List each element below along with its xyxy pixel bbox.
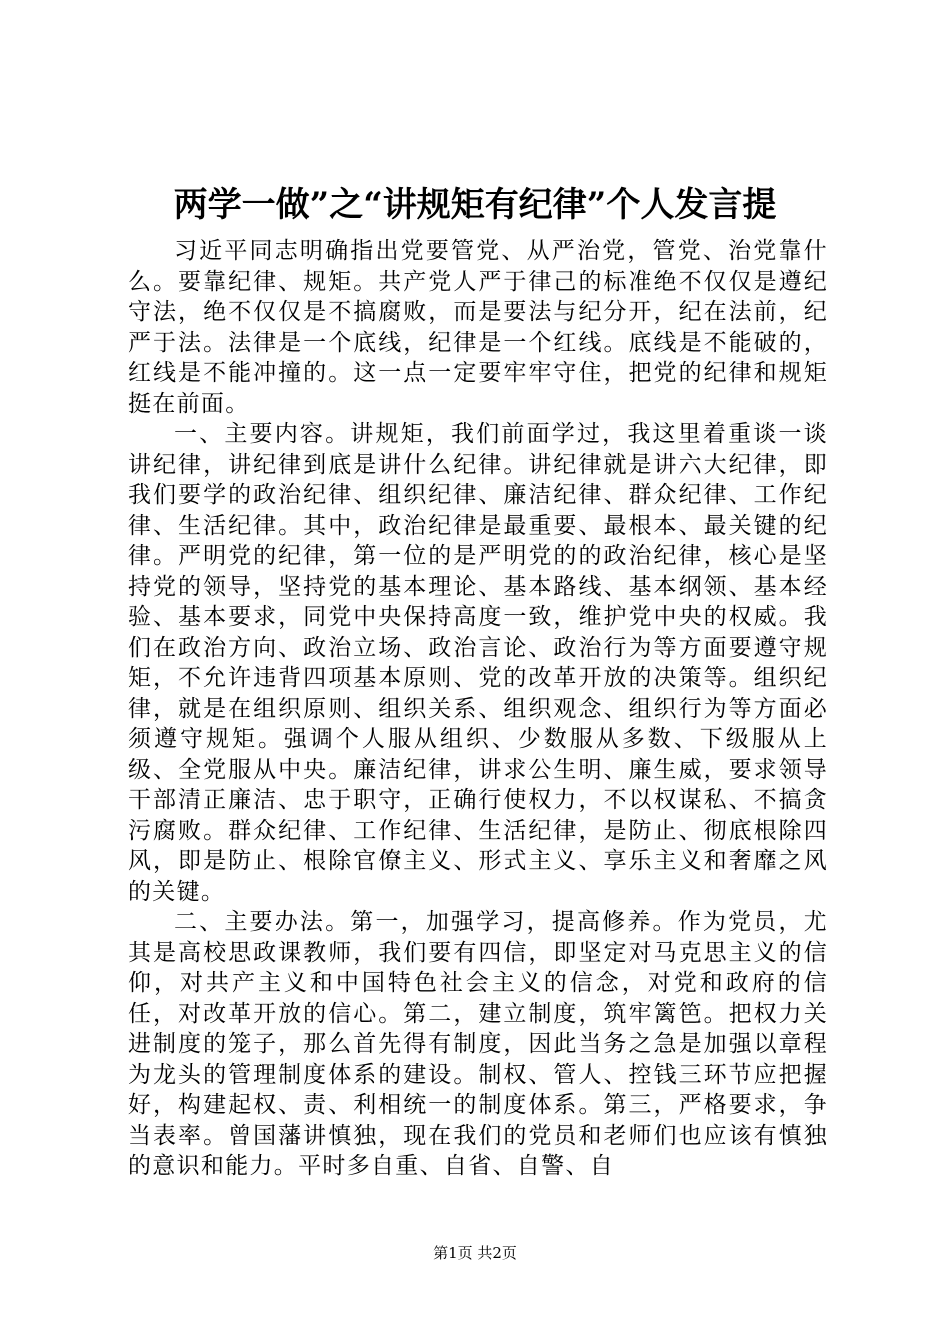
document-title: 两学一做”之“讲规矩有纪律”个人发言提 [173, 185, 777, 225]
paragraph-main-methods: 二、主要办法。第一，加强学习，提高修养。作为党员，尤其是高校思政课教师，我们要有四信，即坚定对马克思主义的信仰，对共产主义和中国特色社会主义的信念，对党和政府的信任，对改革开放的信心。第二，建立制度，筑牢篱笆。把权力关进制度的笼子，那么首先得有制度，因此当务之急是加强以章程为龙头的管理制度体系的建设。制权、管人、控钱三环节应把握好，构建起权、责、利相统一的制度体系。第三，严格要求，争当表率。曾国藩讲慎独，现在我们的党员和老师们也应该有慎独的意识和能力。平时多自重、自省、自警、自 [128, 909, 828, 1179]
paragraph-main-content: 一、主要内容。讲规矩，我们前面学过，我这里着重谈一谈讲纪律，讲纪律到底是讲什么纪律。讲纪律就是讲六大纪律，即我们要学的政治纪律、组织纪律、廉洁纪律、群众纪律、工作纪律、生活纪律。其中，政治纪律是最重要、最根本、最关键的纪律。严明党的纪律，第一位的是严明党的的政治纪律，核心是坚持党的领导，坚持党的基本理论、基本路线、基本纲领、基本经验、基本要求，同党中央保持高度一致，维护党中央的权威。我们在政治方向、政治立场、政治言论、政治行为等方面要遵守规矩，不允许违背四项基本原则、党的改革开放的决策等。组织纪律，就是在组织原则、组织关系、组织观念、组织行为等方面必须遵守规矩。强调个人服从组织、少数服从多数、下级服从上级、全党服从中央。廉洁纪律，讲求公生明、廉生威，要求领导干部清正廉洁、忠于职守，正确行使权力，不以权谋私、不搞贪污腐败。群众纪律、工作纪律、生活纪律，是防止、彻底根除四风，即是防止、根除官僚主义、形式主义、享乐主义和奢靡之风的关键。 [128, 421, 828, 905]
page-number-footer: 第1页 共2页 [433, 1244, 517, 1262]
paragraph-intro: 习近平同志明确指出党要管党、从严治党，管党、治党靠什么。要靠纪律、规矩。共产党人严于律己的标准绝不仅仅是遵纪守法，绝不仅仅是不搞腐败，而是要法与纪分开，纪在法前，纪严于法。法律是一个底线，纪律是一个红线。底线是不能破的，红线是不能冲撞的。这一点一定要牢牢守住，把党的纪律和规矩挺在前面。 [128, 238, 828, 417]
document-body [128, 236, 828, 1182]
